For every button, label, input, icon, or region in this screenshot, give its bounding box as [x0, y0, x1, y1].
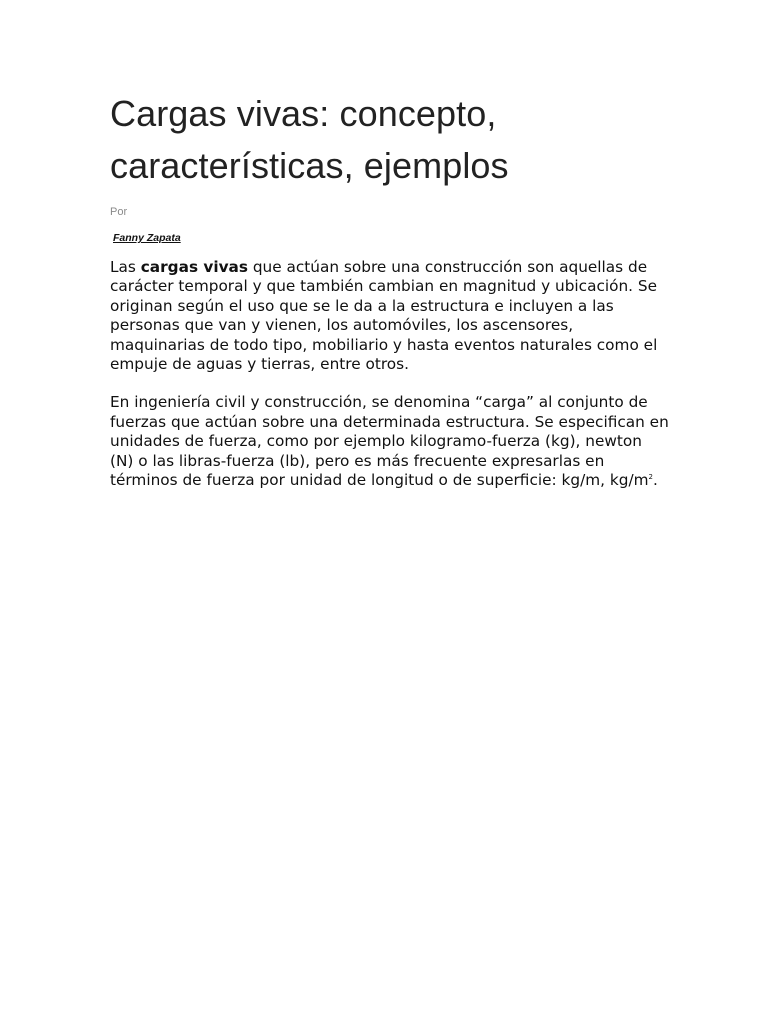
paragraph-1-rest: que actúan sobre una construcción son aquellas de carácter temporal y que también cambian en magnitud y ubicación. Se originan según el uso que se le da a la estructura e incluyen a las personas que van y vienen, los automóviles, los ascensores, maquinarias de todo tipo, mobiliario y hasta eventos naturales como el empuje de aguas y tierras, entre otros.: [110, 258, 658, 374]
title-line-1: Cargas vivas: concepto,: [110, 93, 497, 134]
byline-prefix: Por: [110, 206, 128, 218]
title-line-2: características, ejemplos: [110, 145, 509, 186]
paragraph-2-end: .: [652, 471, 658, 490]
article: [110, 88, 670, 490]
paragraph-2-text: En ingeniería civil y construcción, se denomina “carga” al conjunto de fuerzas que actúan sobre una determinada estructura. Se especifican en unidades de fuerza, como por ejemplo kilogramo-fuerza (kg), newton (N) o las libras-fuerza (lb), pero es más frecuente expresarlas en términos de fuerza por unidad de longitud o de superficie: kg/m, kg/m: [110, 393, 669, 490]
paragraph-2: [110, 393, 670, 490]
author-link[interactable]: Fanny Zapata: [113, 232, 181, 244]
paragraph-1: [110, 258, 670, 374]
superscript-2: 2: [648, 473, 653, 482]
paragraph-1-bold-term: cargas vivas: [140, 258, 248, 276]
article-title: [110, 88, 670, 192]
paragraph-1-lead: Las: [110, 258, 141, 276]
